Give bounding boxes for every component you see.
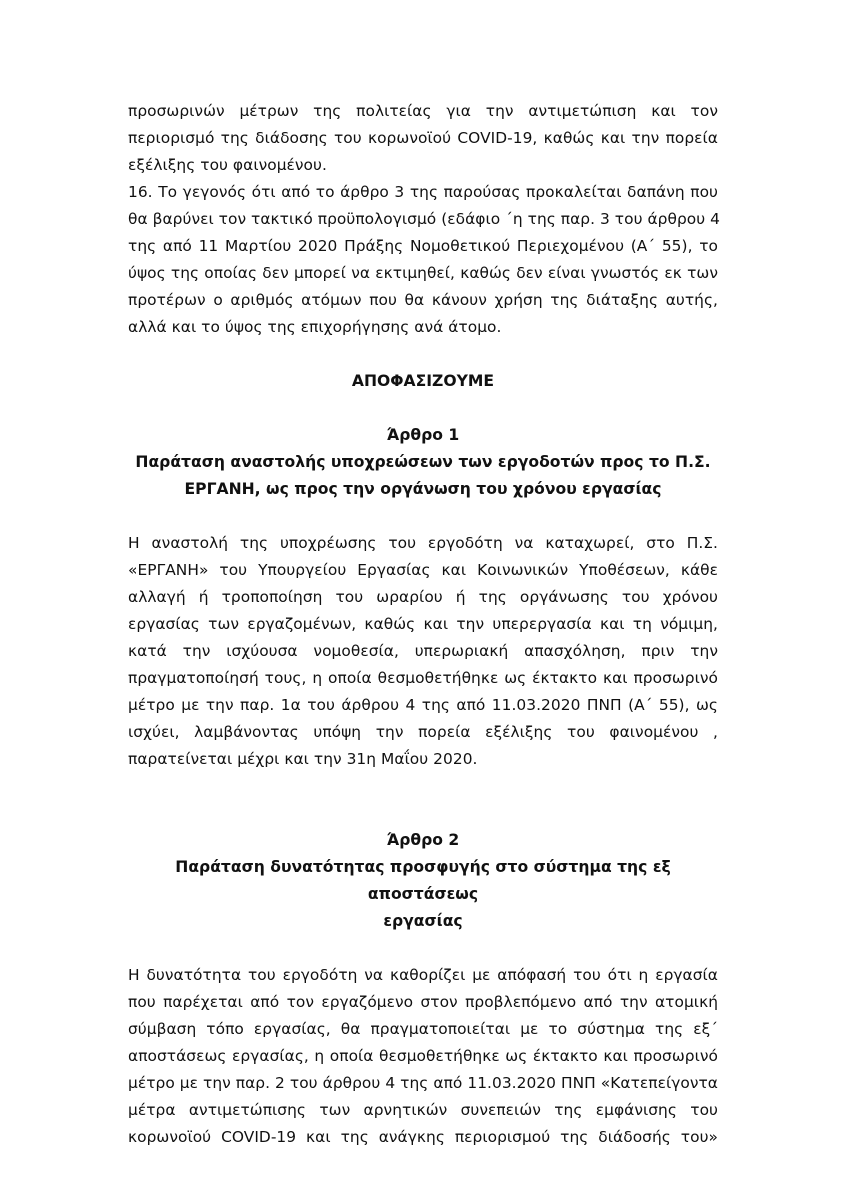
article-1-title-line: Παράταση αναστολής υποχρεώσεων των εργοδοτών προς το Π.Σ.	[135, 453, 711, 471]
article-1-line: μέτρο με την παρ. 1α του άρθρου 4 της από 11.03.2020 ΠΝΠ (Α΄ 55), ως	[128, 696, 718, 714]
article-1-line: κατά την ισχύουσα νομοθεσία, υπερωριακή απασχόληση, πριν την	[128, 642, 718, 660]
spacer	[128, 773, 718, 827]
article-1-title	[128, 449, 718, 503]
point-16-line: θα βαρύνει τον τακτικό προϋπολογισμό (εδάφιο ΄η της παρ. 3 του άρθρου 4	[128, 210, 720, 228]
article-2-title-line: Παράταση δυνατότητας προσφυγής στο σύστημα της εξ αποστάσεως	[175, 858, 671, 903]
article-1-line: εργασίας των εργαζομένων, καθώς και την υπερεργασία και τη νόμιμη,	[128, 615, 718, 633]
article-2-title	[128, 854, 718, 935]
intro-paragraph	[128, 98, 718, 179]
spacer	[128, 503, 718, 530]
article-2-title-line: εργασίας	[383, 912, 463, 930]
article-2-line: αποστάσεως εργασίας, η οποία θεσμοθετήθηκε ως έκτακτο και προσωρινό	[128, 1047, 718, 1065]
point-16-line: προτέρων ο αριθμός ατόμων που θα κάνουν χρήση της διάταξης αυτής,	[128, 291, 718, 309]
article-2-line: Η δυνατότητα του εργοδότη να καθορίζει με απόφασή του ότι η εργασία	[128, 966, 718, 984]
article-2-number: Άρθρο 2	[386, 831, 460, 849]
article-2-line: σύμβαση τόπο εργασίας, θα πραγματοποιείται με το σύστημα της εξ΄	[128, 1020, 718, 1038]
decision-heading: ΑΠΟΦΑΣΙΖΟΥΜΕ	[351, 372, 495, 390]
article-2-line: μέτρο με την παρ. 2 του άρθρου 4 της από 11.03.2020 ΠΝΠ «Κατεπείγοντα	[128, 1074, 718, 1092]
article-1-line: παρατείνεται μέχρι και την 31η Μαΐου 2020.	[128, 750, 478, 768]
point-16-line: ύψος της οποίας δεν μπορεί να εκτιμηθεί, καθώς δεν είναι γνωστός εκ των	[128, 264, 718, 282]
article-1-line: «ΕΡΓΑΝΗ» του Υπουργείου Εργασίας και Κοινωνικών Υποθέσεων, κάθε	[128, 561, 718, 579]
intro-line: περιορισμό της διάδοσης του κορωνοϊού COVID-19, καθώς και την πορεία	[128, 129, 718, 147]
point-16-paragraph	[128, 179, 718, 341]
point-16-line: 16. Το γεγονός ότι από το άρθρο 3 της παρούσας προκαλείται δαπάνη που	[128, 183, 718, 201]
article-1-title-line: ΕΡΓΑΝΗ, ως προς την οργάνωση του χρόνου εργασίας	[184, 480, 662, 498]
spacer	[128, 935, 718, 962]
article-2-line: μέτρα αντιμετώπισης των αρνητικών συνεπειών της εμφάνισης του	[128, 1101, 718, 1119]
article-1-line: ισχύει, λαμβάνοντας υπόψη την πορεία εξέλιξης του φαινομένου ,	[128, 723, 718, 741]
article-1-line: αλλαγή ή τροποποίηση του ωραρίου ή της οργάνωσης του χρόνου	[128, 588, 718, 606]
intro-line: εξέλιξης του φαινομένου.	[128, 156, 327, 174]
point-16-line: της από 11 Μαρτίου 2020 Πράξης Νομοθετικού Περιεχομένου (Α΄ 55), το	[128, 237, 718, 255]
point-16-line: αλλά και το ύψος της επιχορήγησης ανά άτομο.	[128, 318, 502, 336]
document-body	[128, 98, 718, 1151]
article-1-body	[128, 530, 718, 773]
article-1-number: Άρθρο 1	[386, 426, 460, 444]
article-2-body	[128, 962, 718, 1151]
article-2-line: κορωνοϊού COVID-19 και της ανάγκης περιορισμού της διάδοσής του»	[128, 1128, 718, 1146]
article-1-line: πραγματοποίησή τους, η οποία θεσμοθετήθηκε ως έκτακτο και προσωρινό	[128, 669, 718, 687]
article-1-line: Η αναστολή της υποχρέωσης του εργοδότη να καταχωρεί, στο Π.Σ.	[128, 534, 718, 552]
intro-line: προσωρινών μέτρων της πολιτείας για την αντιμετώπιση και τον	[128, 102, 718, 120]
article-2-line: που παρέχεται από τον εργαζόμενο στον προβλεπόμενο από την ατομική	[128, 993, 718, 1011]
